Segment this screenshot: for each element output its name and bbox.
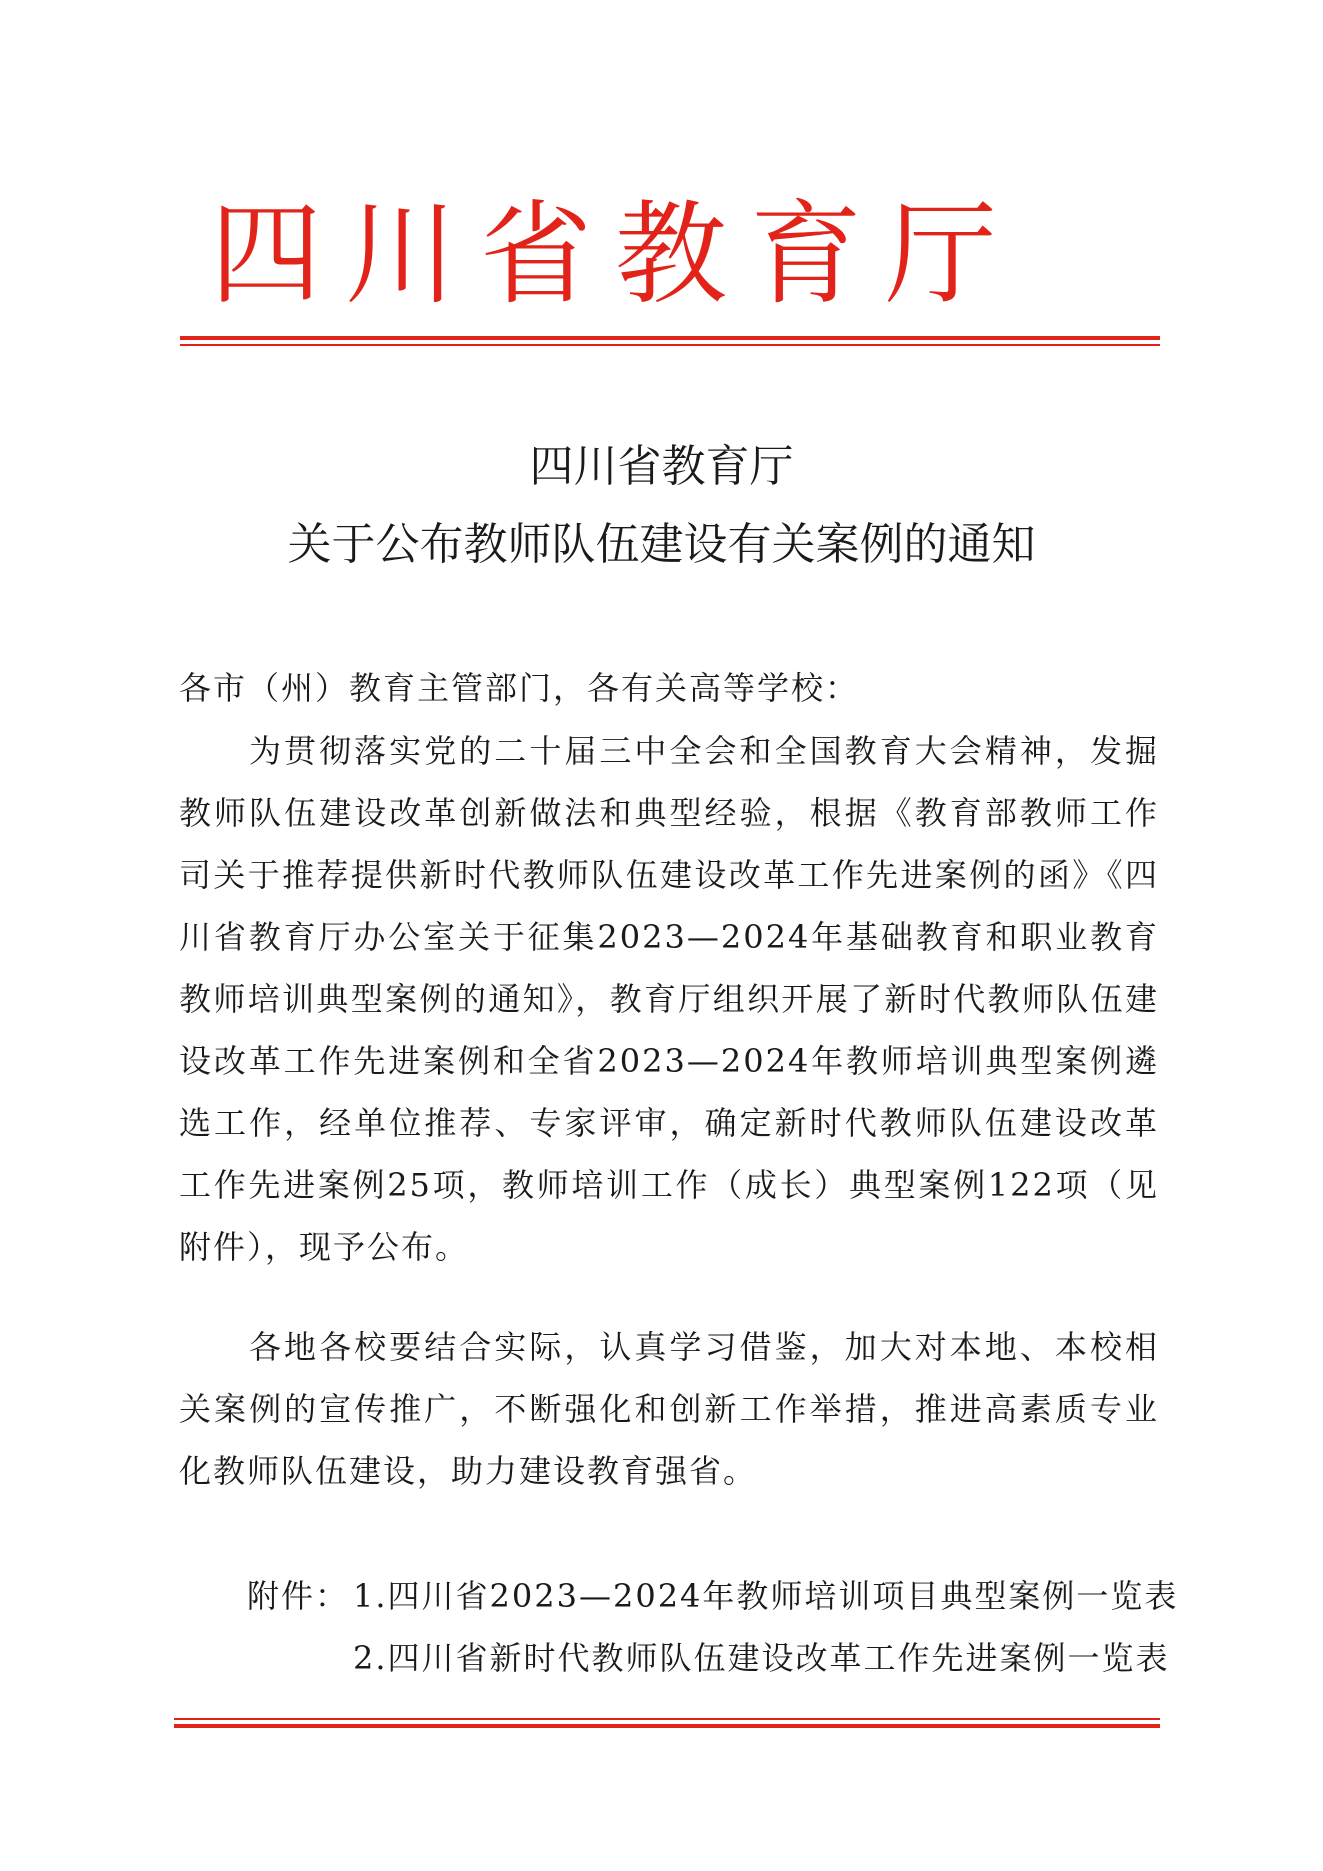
masthead-char: 厅 xyxy=(885,190,997,320)
footer-rule-thick xyxy=(174,1724,1160,1728)
document-title-line1: 四川省教育厅 xyxy=(529,441,794,492)
masthead-char: 省 xyxy=(480,190,592,320)
body-paragraph-1: 为贯彻落实党的二十届三中全会和全国教育大会精神，发掘教师队伍建设改革创新做法和典型经验，根据《教育部教师工作司关于推荐提供新时代教师队伍建设改革工作先进案例的函》《四川省教育厅办公室关于征集2023—2024年基础教育和职业教育教师培训典型案例的通知》，教育厅组织开展了新时代教师队伍建设改革工作先进案例和全省2023—2024年教师培训典型案例遴选工作，经单位推荐、专家评审，确定新时代教师队伍建设改革工作先进案例25项，教师培训工作（成长）典型案例122项（见附件），现予公布。 xyxy=(179,732,1159,1266)
masthead-char: 育 xyxy=(750,190,862,320)
masthead-char: 川 xyxy=(345,190,457,320)
header-rule-thick xyxy=(180,336,1160,340)
masthead xyxy=(0,185,1323,325)
masthead-char: 四 xyxy=(210,190,322,320)
salutation: 各市（州）教育主管部门，各有关高等学校： xyxy=(179,669,860,707)
header-rule-thin xyxy=(180,344,1160,346)
footer-rule-thin xyxy=(174,1718,1160,1720)
body-paragraph-2: 各地各校要结合实际，认真学习借鉴，加大对本地、本校相关案例的宣传推广，不断强化和创新工作举措，推进高素质专业化教师队伍建设，助力建设教育强省。 xyxy=(179,1328,1159,1490)
attachments-label: 附件： xyxy=(247,1577,350,1615)
masthead-char: 教 xyxy=(615,190,727,320)
document-title-line2: 关于公布教师队伍建设有关案例的通知 xyxy=(287,519,1036,570)
attachment-item-1: 1.四川省2023—2024年教师培训项目典型案例一览表 xyxy=(353,1577,1179,1615)
attachment-item-2: 2.四川省新时代教师队伍建设改革工作先进案例一览表 xyxy=(353,1639,1170,1677)
